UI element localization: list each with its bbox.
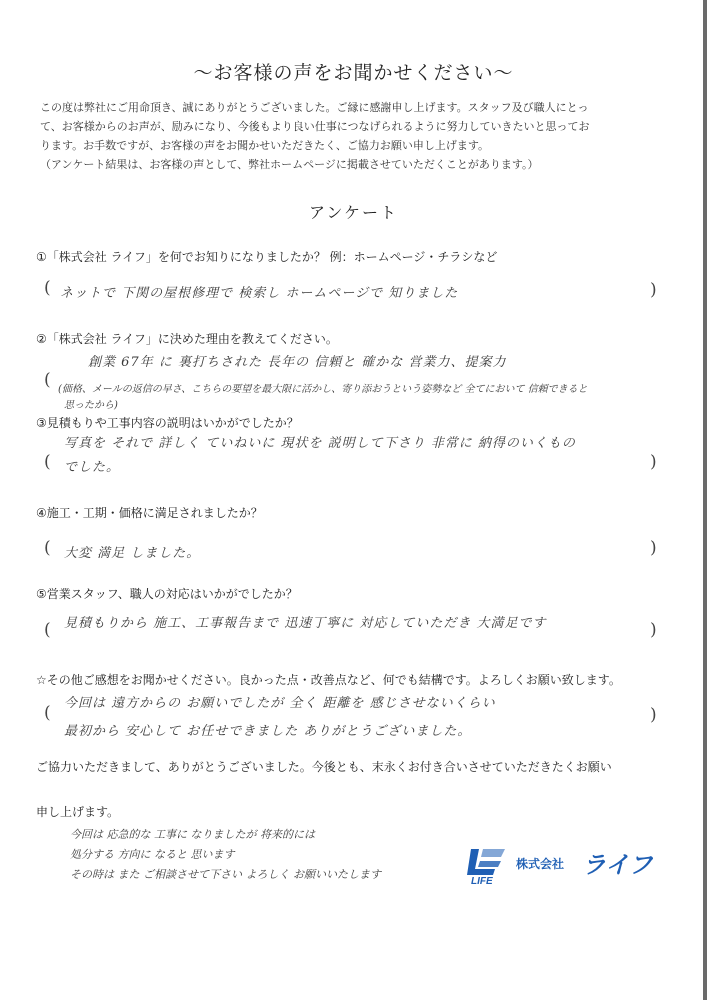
answer-2-line-2: (価格、メールの返信の早さ、こちらの要望を最大限に活かし、寄り添おうという姿勢など 全てにおいて 信頼できると — [58, 384, 588, 395]
intro-text — [40, 98, 680, 174]
answer-2-line-3: 思ったから) — [64, 400, 118, 411]
answer-2-paren-open: ( — [44, 370, 51, 390]
answer-6-line-2: 最初から 安心して お任せできました ありがとうございました。 — [64, 724, 472, 739]
closing-line-1: ご協力いただきまして、ありがとうございました。今後とも、末永くお付き合いさせていただきたくお願い — [36, 760, 612, 774]
answer-5-paren-open: ( — [44, 620, 51, 640]
answer-1-line-1: ネットで 下関の屋根修理で 検索し ホームページで 知りました — [60, 286, 459, 301]
intro-line: （アンケート結果は、お客様の声として、弊社ホームページに掲載させていただくことがあります。） — [40, 158, 539, 171]
question-5-label: ⑤営業スタッフ、職人の対応はいかがでしたか？ — [36, 587, 298, 601]
answer-3-line-1: 写真を それで 詳しく ていねいに 現状を 説明して下さり 非常に 納得のいくもの — [64, 436, 576, 451]
company-logo — [465, 843, 655, 889]
question-2-label: ②「株式会社 ライフ」に決めた理由を教えてください。 — [36, 332, 338, 346]
intro-line: て、お客様からのお声が、励みになり、今後もより良い仕事につなげられるように努力していきたいと思ってお — [40, 120, 590, 133]
answer-3-line-2: でした。 — [64, 460, 121, 475]
question-1-label: ①「株式会社 ライフ」を何でお知りになりましたか？ 例：ホームページ・チラシなど — [36, 250, 498, 264]
answer-3-paren-close: ) — [650, 452, 657, 472]
logo-company: 株式会社 — [516, 857, 565, 871]
question-4-label: ④施工・工期・価格に満足されましたか？ — [36, 506, 263, 520]
note-line-3: その時は また ご相談させて下さい よろしく お願いいたします — [70, 868, 381, 881]
answer-4-paren-close: ) — [650, 538, 657, 558]
answer-4-line-1: 大変 満足 しました。 — [64, 546, 201, 561]
logo-mark-text: LIFE — [471, 876, 493, 887]
answer-6-paren-open: ( — [44, 703, 51, 723]
answer-5-paren-close: ) — [650, 620, 657, 640]
answer-4-paren-open: ( — [44, 538, 51, 558]
intro-line: この度は弊社にご用命頂き、誠にありがとうございました。ご縁に感謝申し上げます。スタッフ及び職人にとっ — [40, 101, 589, 114]
answer-2-line-1: 創業 67年 に 裏打ちされた 長年の 信頼と 確かな 営業力、提案力 — [88, 355, 507, 370]
scan-edge — [703, 0, 707, 1000]
note-line-2: 処分する 方向に なると 思います — [70, 848, 235, 861]
question-3-label: ③見積もりや工事内容の説明はいかがでしたか？ — [36, 416, 299, 430]
logo-name: ライフ — [582, 852, 653, 879]
answer-5-line-1: 見積もりから 施工、工事報告まで 迅速丁寧に 対応していただき 大満足です — [64, 616, 547, 631]
answer-6-line-1: 今回は 遠方からの お願いでしたが 全く 距離を 感じさせないくらい — [64, 696, 496, 711]
answer-1-paren-open: ( — [44, 278, 51, 298]
answer-1-paren-close: ) — [650, 280, 657, 300]
survey-title: アンケート — [308, 203, 399, 222]
page-title: 〜お客様の声をお聞かせください〜 — [193, 62, 514, 84]
closing-line-2: 申し上げます。 — [36, 805, 120, 819]
note-line-1: 今回は 応急的な 工事に なりましたが 将来的には — [70, 828, 315, 841]
intro-line: ります。お手数ですが、お客様の声をお聞かせいただきたく、ご協力お願い申し上げます。 — [40, 139, 490, 152]
question-6-label: ☆その他ご感想をお聞かせください。良かった点・改善点など、何でも結構です。よろしくお願い致します。 — [36, 673, 621, 687]
answer-3-paren-open: ( — [44, 452, 51, 472]
answer-6-paren-close: ) — [650, 705, 657, 725]
